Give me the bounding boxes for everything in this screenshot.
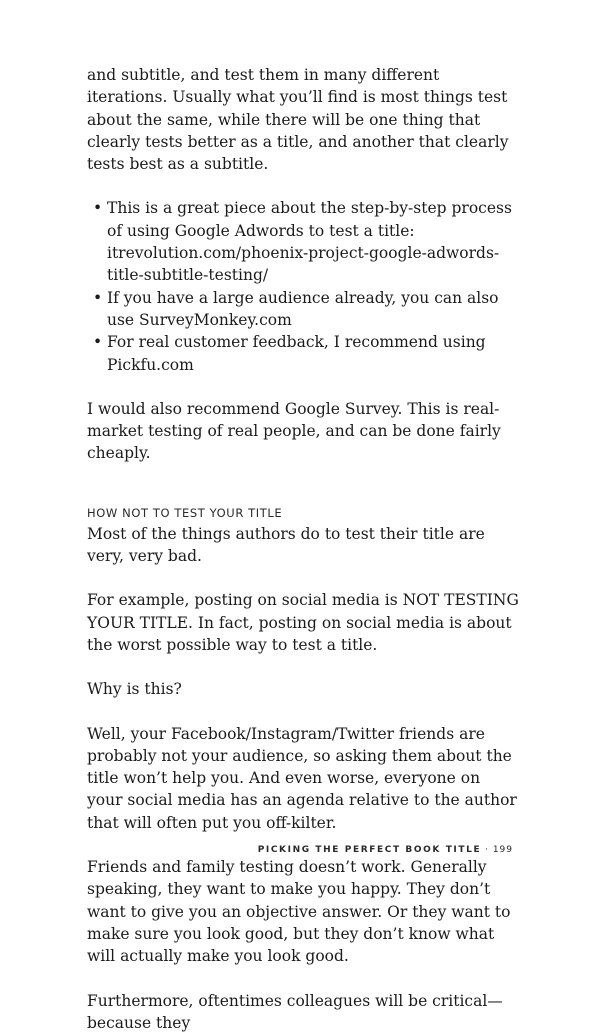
page-number: 199 [493, 845, 513, 855]
paragraph: and subtitle, and test them in many different iterations. Usually what you’ll find is most things test about the same, while there will be one thing that clearly tests better as a title, and another that clearly tests best as a subtitle. [87, 64, 519, 175]
paragraph: Why is this? [87, 678, 519, 700]
paragraph: Most of the things authors do to test their title are very, very bad. [87, 523, 519, 568]
page-footer [258, 845, 513, 855]
bullet-item: • For real customer feedback, I recommend using Pickfu.com [87, 331, 519, 376]
paragraph: Furthermore, oftentimes colleagues will be critical—because they [87, 990, 519, 1034]
bullet-list [87, 197, 519, 375]
paragraph: For example, posting on social media is NOT TESTING YOUR TITLE. In fact, posting on social media is about the worst possible way to test a title. [87, 589, 519, 656]
paragraph: Well, your Facebook/Instagram/Twitter friends are probably not your audience, so asking them about the title won’t help you. And even worse, everyone on your social media has an agenda relative to the author that will often put you off-kilter. [87, 723, 519, 834]
paragraph: I would also recommend Google Survey. This is real-market testing of real people, and can be done fairly cheaply. [87, 398, 519, 465]
footer-separator: · [481, 845, 493, 855]
bullet-item: • If you have a large audience already, you can also use SurveyMonkey.com [87, 287, 519, 332]
bullet-item: • This is a great piece about the step-by-step process of using Google Adwords to test a title: itrevolution.com/phoenix-project-google-adwords-title-subtitle-testing/ [87, 197, 519, 286]
running-title: PICKING THE PERFECT BOOK TITLE [258, 845, 482, 855]
section-heading: HOW NOT TO TEST YOUR TITLE [87, 503, 519, 523]
page-body [87, 64, 519, 1034]
paragraph: Friends and family testing doesn’t work. Generally speaking, they want to make you happy. They don’t want to give you an objective answer. Or they want to make sure you look good, but they don’t know what will actually make you look good. [87, 856, 519, 967]
